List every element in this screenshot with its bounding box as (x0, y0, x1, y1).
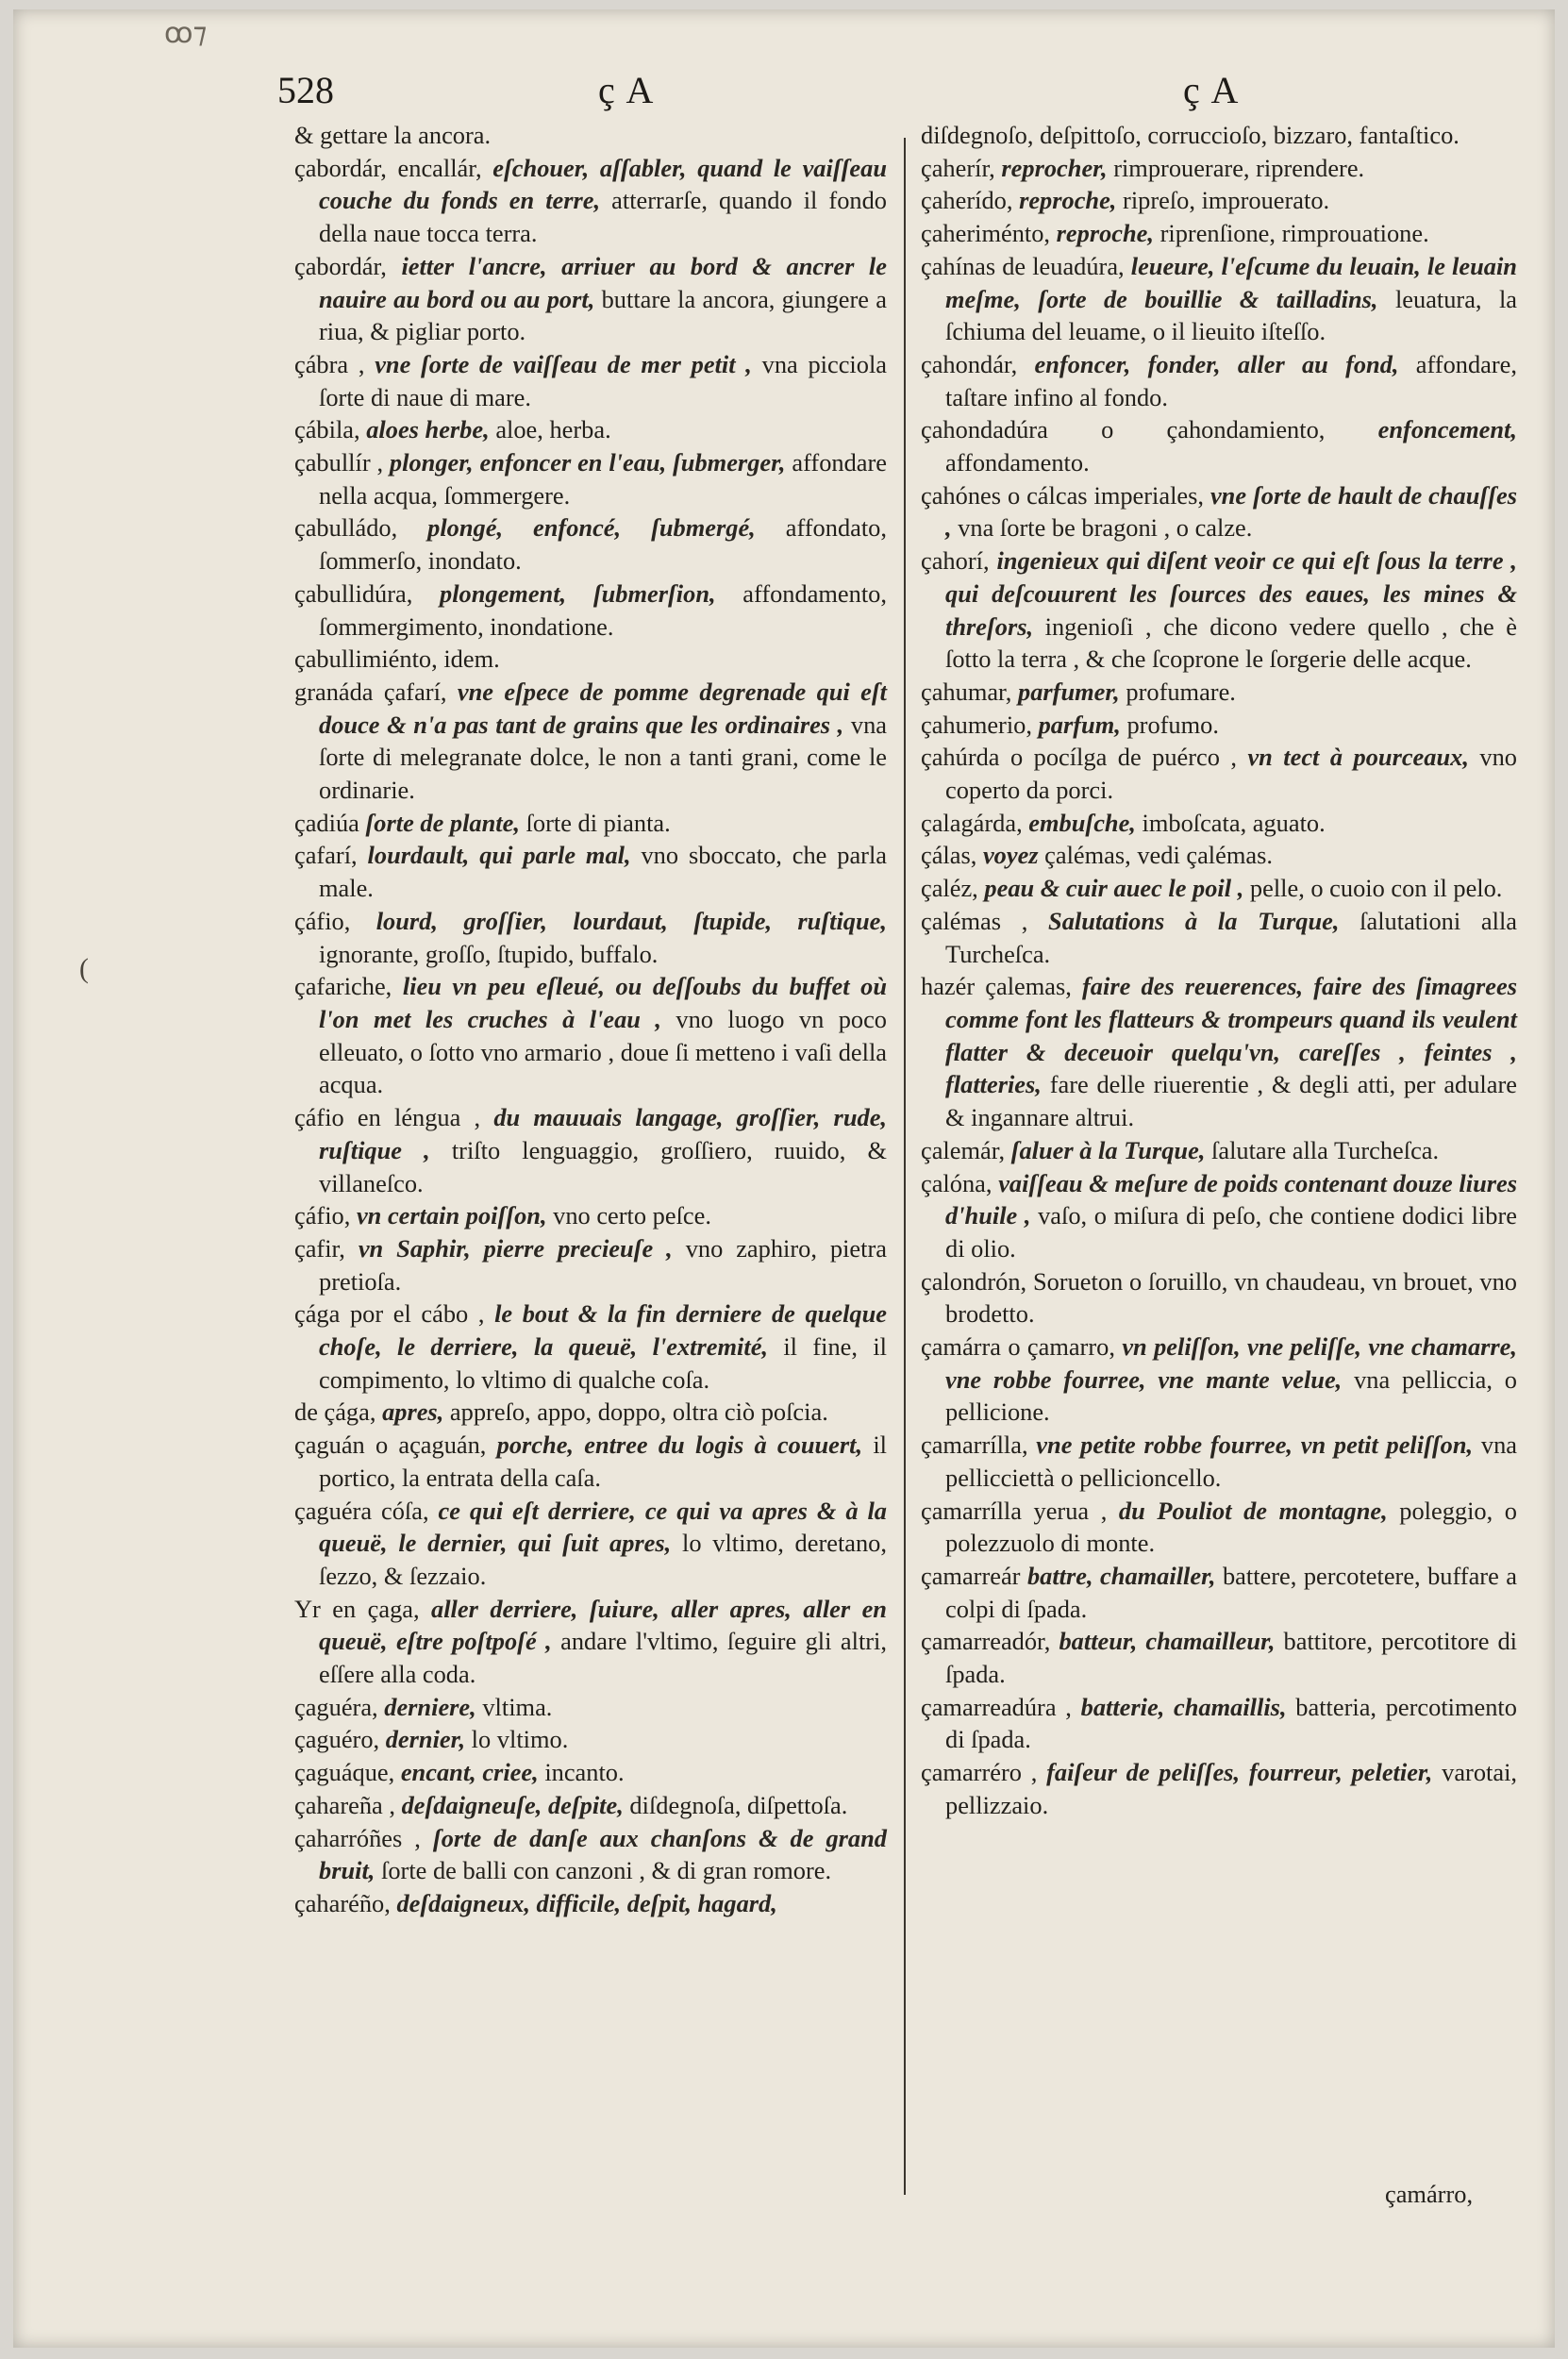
italian-gloss: fare delle riuerentie , & degli atti, per adulare & ingannare altrui. (945, 1070, 1517, 1132)
spanish-headword: çáfio, (294, 1201, 351, 1230)
dictionary-entry (921, 152, 1517, 185)
spanish-headword: hazér çalemas, (921, 972, 1072, 1001)
italian-gloss: profumare. (1126, 677, 1236, 706)
spanish-headword: çahareña , (294, 1790, 395, 1819)
italian-gloss: Sorueton o ſoruillo, vn chaudeau, vn brouet, vno brodetto. (945, 1266, 1517, 1329)
spanish-headword: çafariche, (294, 972, 392, 1001)
italian-gloss: vna pelliccia, o pellicione. (945, 1364, 1517, 1427)
dictionary-entry (294, 1495, 887, 1593)
spanish-headword: çaheriménto, (921, 219, 1051, 248)
dictionary-entry (921, 1625, 1517, 1690)
dictionary-entry (921, 1330, 1517, 1429)
dictionary-entry (921, 348, 1517, 413)
italian-gloss: il portico, la entrata della caſa. (319, 1430, 888, 1492)
italian-gloss: poleggio, o polezzuolo di monte. (945, 1496, 1517, 1558)
dictionary-entry (921, 544, 1517, 676)
french-gloss: enfoncer, fonder, aller au fond, (1034, 349, 1399, 378)
dictionary-entry (294, 1789, 887, 1822)
french-gloss: faire des reuerences, faire des ſimagrees comme font les flatteurs & trompeurs quand ils veulent flatter & deceuoir quelqu'vn, careſſes , feintes , flatteries, (945, 972, 1517, 1099)
french-gloss: plongé, enfoncé, ſubmergé, (427, 513, 756, 543)
spanish-headword: çahumar, (921, 677, 1012, 706)
french-gloss: le bout & la fin derniere de quelque choſe, le derriere, la queuë, l'extremité, (319, 1299, 887, 1362)
french-gloss: Salutations à la Turque, (1048, 906, 1340, 935)
dictionary-entry (294, 1822, 887, 1887)
dictionary-entry (921, 217, 1517, 250)
french-gloss: reprocher, (1001, 153, 1108, 182)
french-gloss: deſdaigneuſe, deſpite, (401, 1790, 624, 1819)
italian-gloss: lo vltimo, deretano, ſezzo, & ſezzaio. (319, 1529, 887, 1590)
italian-gloss: affondare nella acqua, ſommergere. (319, 448, 887, 510)
french-gloss: eſchouer, aſſabler, quand le vaiſſeau couche du fonds en terre, (319, 153, 887, 215)
spanish-headword: çahúrda o pocílga de puérco , (921, 743, 1237, 772)
spanish-headword: çaharróñes , (294, 1823, 421, 1852)
spanish-headword: çabulládo, (294, 513, 398, 543)
spanish-headword: çaharéño, (294, 1888, 391, 1917)
dictionary-entry (294, 1593, 887, 1691)
corner-printer-mark: ꝏ⁊ (164, 17, 208, 50)
dictionary-entry (294, 839, 887, 904)
italian-gloss: vna ſorte di melegranate dolce, le non a tanti grani, come le ordinarie. (319, 710, 887, 805)
italian-gloss: vno certo peſce. (553, 1201, 711, 1230)
dictionary-entry (294, 1429, 887, 1494)
french-gloss: parfumer, (1018, 677, 1120, 706)
italian-gloss: affondare, taſtare infino al fondo. (945, 349, 1517, 411)
spanish-headword: çamarreadúra , (921, 1692, 1072, 1721)
italian-gloss: battitore, percotitore di ſpada. (945, 1627, 1518, 1689)
spanish-headword: çamarréro , (921, 1758, 1038, 1787)
italian-gloss: vna ſorte be bragoni , o calze. (958, 513, 1253, 543)
running-head-right: ç A (1183, 69, 1241, 111)
spanish-headword: çamárra o çamarro, (921, 1332, 1115, 1362)
spanish-headword: granáda çafarí, (294, 677, 447, 706)
spanish-headword: çafir, (294, 1233, 345, 1263)
dictionary-entry (921, 1495, 1517, 1560)
dictionary-entry (921, 250, 1517, 348)
spanish-headword: çamarrílla yerua , (921, 1496, 1108, 1525)
dictionary-entry (921, 1167, 1517, 1265)
italian-gloss: ſalutationi alla Turcheſca. (945, 906, 1517, 968)
italian-gloss: ripreſo, improuerato. (1123, 186, 1330, 215)
dictionary-entry (294, 511, 887, 577)
french-gloss: aller derriere, ſuiure, aller apres, aller en queuë, eſtre poſtpoſé , (319, 1594, 887, 1656)
book-page (13, 9, 1555, 2348)
italian-gloss: lo vltimo. (471, 1725, 569, 1754)
spanish-headword: çáfio, (294, 906, 351, 935)
running-head-left: ç A (598, 69, 656, 111)
french-gloss: enfoncement, (1377, 415, 1517, 444)
french-gloss: ingenieux qui diſent veoir ce qui eſt ſous la terre , qui deſcouurent les ſources des eaues, les mines & threſors, (945, 546, 1518, 641)
spanish-headword: çága por el cábo , (294, 1299, 485, 1329)
dictionary-entry (921, 413, 1517, 478)
italian-gloss: ignorante, groſſo, ſtupido, buffalo. (319, 939, 659, 968)
french-gloss: faiſeur de peliſſes, fourreur, peletier, (1046, 1758, 1433, 1787)
french-gloss: ietter l'ancre, arriuer au bord & ancrer le nauire au bord ou au port, (319, 251, 887, 313)
french-gloss: du mauuais langage, groſſier, rude, ruſtique , (319, 1103, 888, 1164)
left-column (294, 119, 887, 1920)
french-gloss: battre, chamailler, (1026, 1561, 1216, 1590)
italian-gloss: aloe, herba. (495, 415, 611, 444)
italian-gloss: vno zaphiro, pietra pretioſa. (319, 1233, 887, 1296)
spanish-headword: çabullír , (294, 448, 384, 477)
spanish-headword: çaguéra cóſa, (294, 1496, 429, 1525)
spanish-headword: çaguéra, (294, 1692, 378, 1721)
italian-gloss: triſto lenguaggio, groſſiero, ruuido, & villaneſco. (319, 1135, 887, 1197)
spanish-headword: çaléz, (921, 874, 978, 903)
dictionary-entry (294, 1297, 887, 1396)
dictionary-entry (921, 479, 1517, 544)
italian-gloss: vno coperto da porci. (945, 743, 1517, 805)
spanish-headword: çalóna, (921, 1168, 993, 1197)
french-gloss: reproche, (1019, 186, 1117, 215)
french-gloss: vn certain poiſſon, (356, 1201, 547, 1230)
italian-gloss: rimprouerare, riprendere. (1113, 153, 1365, 182)
dictionary-entry (294, 676, 887, 807)
french-gloss: lourdault, qui parle mal, (367, 841, 631, 870)
dictionary-entry (294, 152, 887, 250)
french-gloss: vn tect à pourceaux, (1247, 743, 1469, 772)
spanish-headword: çamarreadór, (921, 1627, 1051, 1656)
french-gloss: vne petite robbe fourree, vn petit peliſſon, (1036, 1430, 1474, 1460)
spanish-headword: çafarí, (294, 841, 358, 870)
italian-gloss: diſdegnoſo, deſpittoſo, corruccioſo, bizzaro, fantaſtico. (921, 121, 1460, 149)
italian-gloss: diſdegnoſa, diſpettoſa. (629, 1790, 848, 1819)
italian-gloss: andare l'vltimo, ſeguire gli altri, eſſere alla coda. (319, 1627, 887, 1689)
spanish-headword: de çága, (294, 1397, 376, 1427)
column-divider (904, 138, 906, 2195)
french-gloss: apres, (382, 1397, 444, 1427)
dictionary-entry (921, 1560, 1517, 1625)
french-gloss: deſdaigneux, difficile, deſpit, hagard, (396, 1888, 777, 1917)
spanish-headword: çamarreár (921, 1561, 1021, 1590)
italian-gloss: affondamento, ſommergimento, inondatione. (319, 578, 887, 641)
french-gloss: ce qui eſt derriere, ce qui va apres & à la queuë, le dernier, qui ſuit apres, (319, 1496, 887, 1558)
dictionary-entry (294, 807, 887, 840)
french-gloss: vne ſorte de vaiſſeau de mer petit , (375, 349, 752, 378)
spanish-headword: çahorí, (921, 546, 990, 576)
dictionary-entry (294, 905, 887, 970)
italian-gloss: leuatura, la ſchiuma del leuame, o il lieuito iſteſſo. (945, 284, 1517, 346)
dictionary-entry (294, 577, 887, 643)
french-gloss: voyez (982, 841, 1039, 870)
french-gloss: ſaluer à la Turque, (1010, 1135, 1206, 1164)
italian-gloss: riprenſione, rimprouatione. (1159, 219, 1429, 248)
dictionary-entry (294, 1199, 887, 1232)
spanish-headword: çahónes o cálcas imperiales, (921, 480, 1205, 510)
spanish-headword: çábra , (294, 349, 365, 378)
italian-gloss: battere, percotetere, buffare a colpi di ſpada. (945, 1561, 1517, 1623)
french-gloss: dernier, (385, 1725, 466, 1754)
dictionary-entry (921, 1429, 1517, 1494)
spanish-headword: çálas, (921, 841, 977, 870)
spanish-headword: çaguáque, (294, 1758, 395, 1787)
french-gloss: batteur, chamailleur, (1059, 1627, 1276, 1656)
dictionary-entry (921, 1265, 1517, 1330)
dictionary-entry (921, 807, 1517, 840)
spanish-headword: çaherír, (921, 153, 995, 182)
spanish-headword: çahondár, (921, 349, 1018, 378)
dictionary-entry (294, 348, 887, 413)
italian-gloss: ſorte de balli con canzoni , & di gran romore. (381, 1856, 832, 1885)
italian-gloss: incanto. (544, 1758, 625, 1787)
italian-gloss: vna picciola ſorte di naue di mare. (319, 349, 887, 411)
catchword: çamárro, (1385, 2180, 1474, 2208)
italian-gloss: ſorte di pianta. (525, 808, 671, 837)
italian-gloss: il fine, il compimento, lo vltimo di qualche coſa. (319, 1332, 887, 1394)
french-gloss: derniere, (384, 1692, 476, 1721)
french-gloss: vaiſſeau & meſure de poids contenant douze liures d'huile , (945, 1168, 1518, 1230)
dictionary-entry (294, 413, 887, 446)
dictionary-entry (921, 741, 1517, 806)
italian-gloss: çalémas, vedi çalémas. (1044, 841, 1273, 870)
spanish-headword: çahínas de leuadúra, (921, 251, 1125, 280)
italian-gloss: varotai, pellizzaio. (945, 1758, 1517, 1819)
dictionary-entry (921, 119, 1517, 152)
dictionary-entry (921, 839, 1517, 872)
italian-gloss: pelle, o cuoio con il pelo. (1249, 874, 1503, 903)
spanish-headword: çadiúa (294, 808, 359, 837)
french-gloss: vne ſorte de hault de chauſſes , (945, 480, 1517, 543)
spanish-headword: çalemár, (921, 1135, 1006, 1164)
dictionary-entry (294, 1232, 887, 1297)
french-gloss: leueure, l'eſcume du leuain, le leuain meſme, ſorte de bouillie & tailladins, (945, 251, 1517, 313)
italian-gloss: vaſo, o miſura di peſo, che contiene dodici libre di olio. (945, 1201, 1517, 1263)
french-gloss: du Pouliot de montagne, (1118, 1496, 1388, 1525)
dictionary-entry (294, 643, 887, 676)
dictionary-entry (294, 1887, 887, 1920)
french-gloss: reproche, (1056, 219, 1154, 248)
spanish-headword: çaguán o açaguán, (294, 1430, 487, 1460)
spanish-headword: çahumerio, (921, 710, 1032, 739)
french-gloss: ſorte de danſe aux chanſons & de grand bruit, (319, 1823, 887, 1885)
dictionary-entry (294, 1756, 887, 1789)
italian-gloss: profumo. (1126, 710, 1219, 739)
french-gloss: parfum, (1038, 710, 1121, 739)
french-gloss: lieu vn peu eſleué, ou deſſoubs du buffet où l'on met les cruches à l'eau , (319, 972, 887, 1033)
french-gloss: lourd, groſſier, lourdaut, ſtupide, ruſtique, (375, 906, 887, 935)
french-gloss: plonger, enfoncer en l'eau, ſubmerger, (389, 448, 786, 477)
italian-gloss: affondamento. (945, 448, 1090, 477)
dictionary-entry (294, 1691, 887, 1724)
spanish-headword: çabordár, (294, 251, 387, 280)
italian-gloss: vno luogo vn poco elleuato, o ſotto vno armario , doue ſi metteno i vaſi della acqua. (319, 1004, 888, 1099)
french-gloss: encant, criee, (400, 1758, 539, 1787)
dictionary-entry (294, 970, 887, 1101)
dictionary-entry (921, 1756, 1517, 1821)
italian-gloss: imboſcata, aguato. (1142, 808, 1326, 837)
italian-gloss: & gettare la ancora. (294, 121, 492, 149)
dictionary-entry (921, 184, 1517, 217)
french-gloss: vne eſpece de pomme degrenade qui eſt douce & n'a pas tant de grains que les ordinaires , (319, 677, 887, 739)
italian-gloss: ingenioſi , che dicono vedere quello , che è ſotto la terra , & che ſcoprone le ſorgerie delle acque. (945, 611, 1517, 674)
french-gloss: plongement, ſubmerſion, (440, 578, 716, 608)
dictionary-entry (921, 1134, 1517, 1167)
italian-gloss: affondato, ſommerſo, inondato. (319, 513, 887, 576)
italian-gloss: atterrarſe, quando il fondo della naue tocca terra. (319, 186, 887, 248)
spanish-headword: çalondrón, (921, 1266, 1027, 1296)
dictionary-entry (921, 1691, 1517, 1756)
french-gloss: embuſche, (1028, 808, 1136, 837)
french-gloss: vn Saphir, pierre precieuſe , (358, 1233, 673, 1263)
spanish-headword: Yr en çaga, (294, 1594, 420, 1623)
margin-mark: ( (79, 953, 89, 984)
italian-gloss: vna pellicciettà o pellicioncello. (945, 1430, 1517, 1492)
french-gloss: batterie, chamaillis, (1080, 1692, 1287, 1721)
spanish-headword: çaherído, (921, 186, 1013, 215)
italian-gloss: vltima. (482, 1692, 553, 1721)
spanish-headword: çabullimiénto, (294, 644, 438, 674)
dictionary-entry (921, 970, 1517, 1134)
spanish-headword: çábila, (294, 415, 360, 444)
italian-gloss: vno sboccato, che parla male. (319, 841, 887, 903)
spanish-headword: çamarrílla, (921, 1430, 1028, 1460)
right-column (921, 119, 1517, 1822)
french-gloss: porche, entree du logis à couuert, (496, 1430, 863, 1460)
dictionary-entry (921, 709, 1517, 742)
dictionary-entry (294, 1396, 887, 1429)
dictionary-entry (294, 1723, 887, 1756)
page-number: 528 (277, 69, 334, 111)
dictionary-entry (294, 119, 887, 152)
spanish-headword: çabordár, encallár, (294, 153, 482, 182)
dictionary-entry (294, 446, 887, 511)
spanish-headword: çáfio en léngua , (294, 1103, 481, 1132)
italian-gloss: ſalutare alla Turcheſca. (1211, 1135, 1440, 1164)
dictionary-entry (921, 872, 1517, 905)
french-gloss: peau & cuir auec le poil , (984, 874, 1244, 903)
spanish-headword: çahondadúra o çahondamiento, (921, 415, 1326, 444)
italian-gloss: idem. (443, 644, 500, 674)
dictionary-entry (921, 676, 1517, 709)
spanish-headword: çalagárda, (921, 808, 1023, 837)
italian-gloss: appreſo, appo, doppo, oltra ciò poſcia. (449, 1397, 828, 1427)
french-gloss: aloes herbe, (366, 415, 490, 444)
french-gloss: vn peliſſon, vne peliſſe, vne chamarre, vne robbe fourree, vne mante velue, (945, 1332, 1517, 1394)
italian-gloss: batteria, percotimento di ſpada. (945, 1692, 1517, 1754)
dictionary-entry (294, 1101, 887, 1199)
italian-gloss: buttare la ancora, giungere a riua, & pigliar porto. (319, 284, 887, 346)
french-gloss: ſorte de plante, (365, 808, 520, 837)
spanish-headword: çabullidúra, (294, 578, 413, 608)
dictionary-entry (921, 905, 1517, 970)
spanish-headword: çalémas , (921, 906, 1028, 935)
dictionary-entry (294, 250, 887, 348)
spanish-headword: çaguéro, (294, 1725, 380, 1754)
